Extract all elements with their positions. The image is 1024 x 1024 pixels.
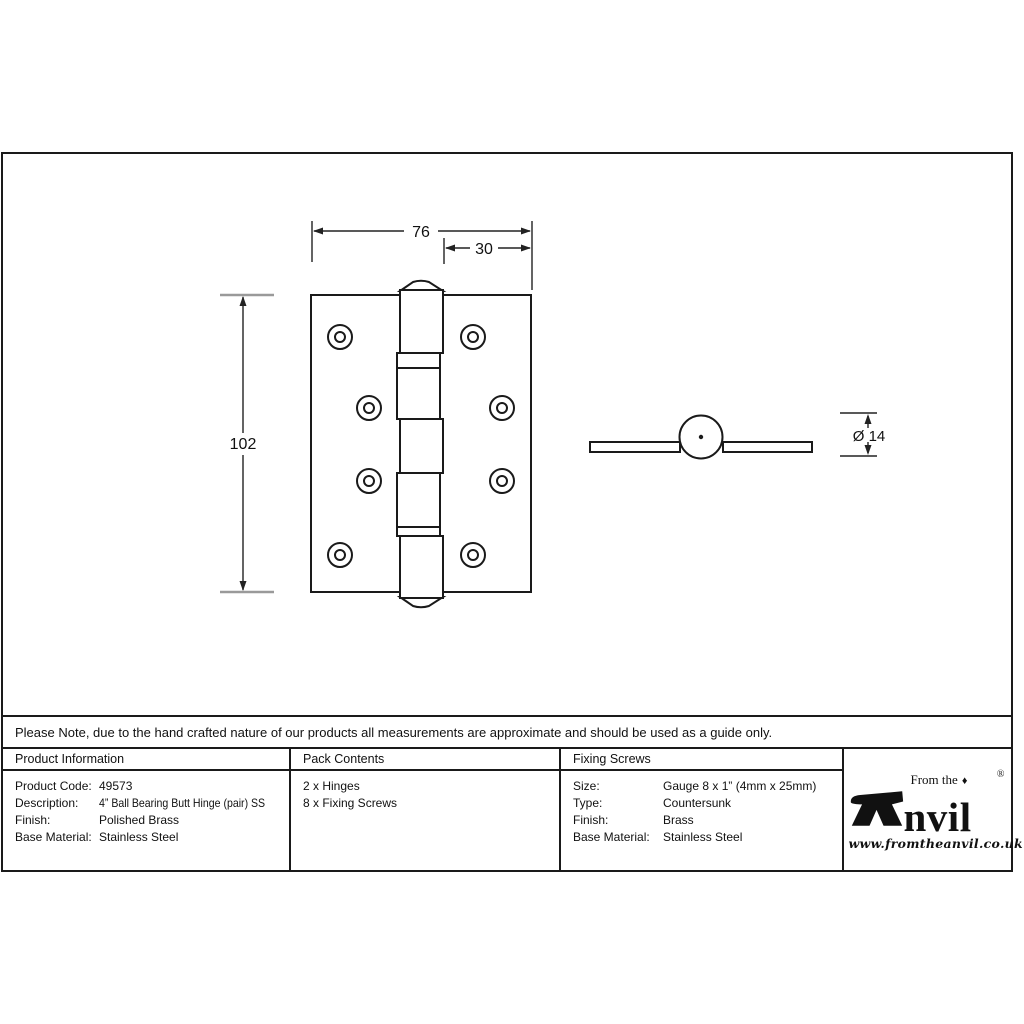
technical-drawing [3,154,1011,715]
fixing-screws-column [561,749,844,870]
logo-wordmark: nvil [903,793,972,840]
dim-label-30: 30 [475,241,493,258]
arrow-left-icon [445,245,455,252]
arrow-right-icon [521,228,531,235]
dimension-leaf-30 [444,238,531,264]
pack-contents-column [291,749,561,870]
spec-table [3,747,1023,870]
arrow-up-icon [240,296,247,306]
row-value: Brass [663,813,694,827]
row-value: Gauge 8 x 1” (4mm x 25mm) [663,779,817,793]
arrow-left-icon [313,228,323,235]
row-label: Base Material: [573,830,650,844]
table-row [573,795,842,812]
hinge-side-view [590,416,812,459]
row-label: Base Material: [15,830,92,844]
row-value: 4” Ball Bearing Butt Hinge (pair) SS [99,796,266,810]
pack-contents-header: Pack Contents [291,749,559,771]
side-leaf-right [723,442,812,452]
row-value: Polished Brass [99,813,180,827]
table-row [573,812,842,829]
anvil-icon [849,789,905,829]
table-row [573,778,842,795]
registered-trademark-icon: ® [996,768,1005,780]
row-value: 49573 [99,779,133,793]
side-leaf-left [590,442,680,452]
arrow-down-icon [240,581,247,591]
dimension-diameter-14 [840,413,885,456]
logo-prefix-text: From the [910,771,958,787]
logo-website-url: www.fromtheanvil.co.uk [848,835,1023,851]
table-row [15,812,289,829]
hinge-front-view [220,281,531,608]
row-value: Stainless Steel [99,830,179,844]
table-row [15,829,289,846]
row-value: Stainless Steel [663,830,743,844]
knuckle-segments [397,290,443,598]
list-item: 8 x Fixing Screws [303,796,398,810]
row-value: Countersunk [663,796,732,810]
pin-center-dot [699,435,703,439]
list-item: 2 x Hinges [303,779,360,793]
dim-label-102: 102 [229,436,257,453]
dimension-height-102 [230,296,257,591]
row-label: Type: [573,796,603,810]
brand-logo-cell [844,749,1023,870]
hinge-drawing-svg [3,154,1011,715]
arrow-up-icon [865,414,872,424]
dimension-width-76 [312,221,532,290]
diamond-icon: ♦ [961,774,968,787]
logo-tagline [911,772,968,788]
arrow-down-icon [865,445,872,455]
sheet-frame [1,152,1023,872]
row-label: Finish: [15,813,51,827]
row-label: Product Code: [15,779,92,793]
measurement-note-text: Please Note, due to the hand crafted nature of our products all measurements are approximate and should be used as a guide only. [15,724,773,740]
fixing-screws-header: Fixing Screws [561,749,842,771]
from-the-anvil-logo [848,768,1023,851]
table-row [15,778,289,795]
row-label: Size: [573,779,600,793]
row-label: Finish: [573,813,609,827]
row-label: Description: [15,796,79,810]
measurement-note-bar [3,715,1011,747]
arrow-right-icon [521,245,531,252]
dim-label-diameter: Ø 14 [852,428,886,445]
dim-label-76: 76 [412,224,430,241]
table-row [573,829,842,846]
product-information-column [3,749,291,870]
product-information-header: Product Information [3,749,289,771]
table-row [15,795,289,812]
